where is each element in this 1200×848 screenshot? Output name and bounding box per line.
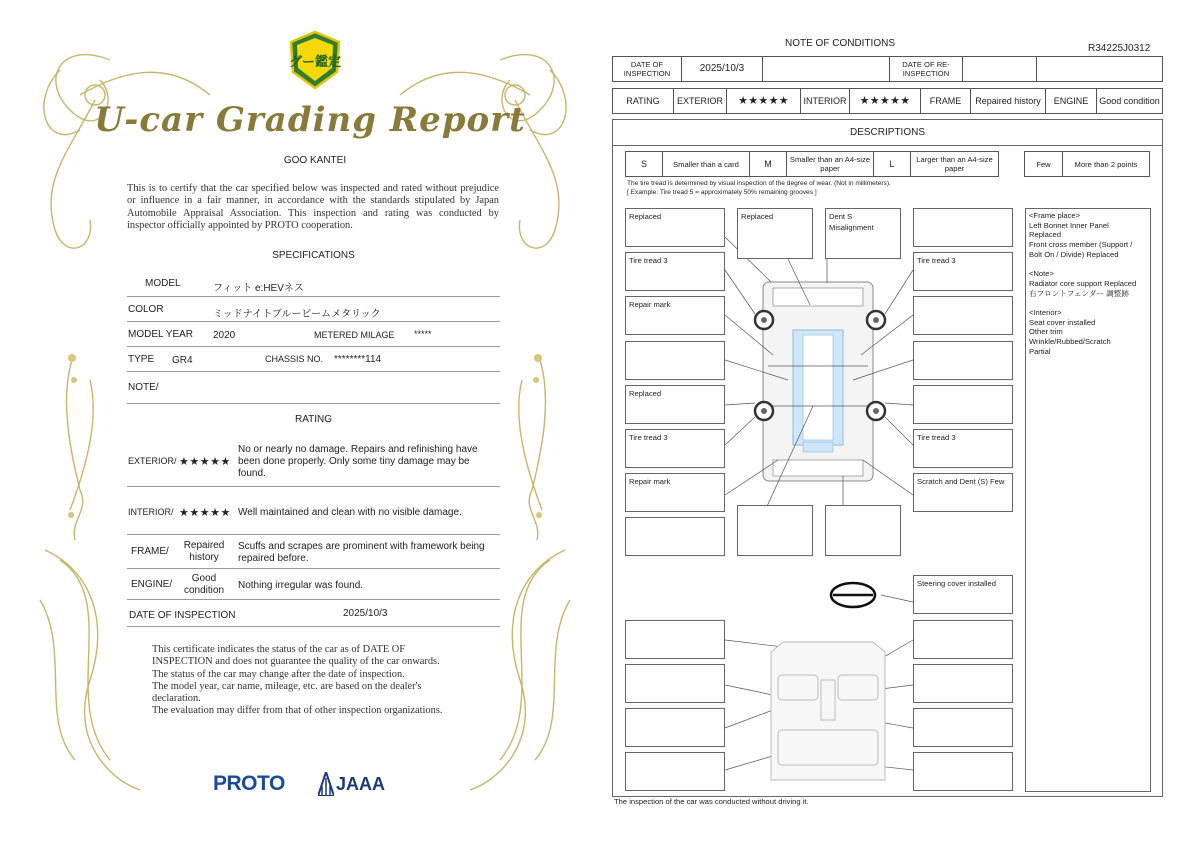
size-m: M	[750, 152, 787, 176]
color-value: ミッドナイトブルービームメタリック	[213, 309, 381, 320]
left-box-2: Repair mark	[625, 296, 725, 335]
exterior-label: EXTERIOR/	[128, 456, 177, 466]
type-row	[127, 347, 500, 372]
notes-panel	[1025, 208, 1151, 792]
descriptions-panel	[612, 119, 1163, 797]
bottom-box-2	[825, 505, 901, 556]
rating-heading: RATING	[294, 414, 333, 425]
car-top-view-icon	[755, 282, 885, 481]
size-s: S	[626, 152, 663, 176]
right-box-2	[913, 296, 1013, 335]
report-code: R34225J0312	[1088, 43, 1151, 54]
goo-kantei-badge-icon	[287, 30, 343, 92]
model-row	[127, 270, 500, 297]
few-label: Few	[1025, 152, 1063, 176]
notes-text: <Frame place> Left Bonnet Inner Panel Replaced Front cross member (Support / Bolt On / Divide) Replaced <Note> Radiator core support Replaced 右フロントフェンダー 調整跡 <Interior> Seat cover installed Other trim Wrinkle/Rubbed/Scratch Partial	[1029, 211, 1137, 356]
footer-note: The inspection of the car was conducted without driving it.	[614, 797, 809, 806]
disclaimer-line: The evaluation may differ from that of other inspection organizations.	[152, 705, 443, 717]
interior-stars: ★★★★★	[179, 507, 231, 519]
date-of-inspection-value: 2025/10/3	[682, 57, 763, 81]
few-desc: More than 2 points	[1074, 159, 1138, 169]
blank-cell	[1037, 57, 1162, 81]
tread-note-line: [ Example: Tire tread 5 = approximately 50% remaining grooves ]	[627, 189, 817, 197]
left-box-4: Replaced	[625, 385, 725, 424]
chassis-value: ********114	[334, 354, 382, 365]
bottom-box-1	[737, 505, 813, 556]
logo-bar	[213, 770, 403, 798]
size-s-desc: Smaller than a card	[663, 152, 750, 176]
report-subtitle: GOO KANTEI	[283, 155, 347, 166]
date-label: DATE OF INSPECTION	[129, 610, 236, 621]
inspection-date-table	[612, 56, 1163, 82]
disclaimer-line: INSPECTION and does not guarantee the quality of the car onwards.	[152, 656, 440, 668]
frame-label: FRAME/	[131, 546, 169, 557]
disclaimer-line: declaration.	[152, 693, 201, 705]
color-label: COLOR	[128, 304, 164, 315]
disclaimer-line: This certificate indicates the status of the car as of DATE OF	[152, 644, 406, 655]
left-box-1: Tire tread 3	[625, 252, 725, 291]
right-box-5: Tire tread 3	[913, 429, 1013, 468]
right-box-3	[913, 341, 1013, 380]
interior-left-box-3	[625, 708, 725, 747]
conditions-title: NOTE OF CONDITIONS	[785, 38, 895, 49]
engine-row	[127, 569, 500, 600]
metered-milage-value: *****	[414, 329, 432, 339]
chassis-label: CHASSIS NO.	[265, 354, 324, 364]
note-row	[127, 372, 500, 404]
right-box-4	[913, 385, 1013, 424]
top-box-2: Replaced	[737, 208, 813, 259]
frame-value: Repaired history	[971, 89, 1046, 113]
left-box-5: Tire tread 3	[625, 429, 725, 468]
interior-stars: ★★★★★	[850, 89, 921, 113]
engine-value: Good condition	[183, 573, 225, 596]
model-year-label: MODEL YEAR	[128, 329, 194, 340]
date-of-reinspection-label: DATE OF RE-INSPECTION	[890, 57, 963, 81]
left-box-7	[625, 517, 725, 556]
frame-label: FRAME	[921, 89, 971, 113]
date-of-inspection-label: DATE OF INSPECTION	[613, 57, 682, 81]
disclaimer	[152, 644, 472, 718]
size-l-desc: Larger than an A4-size paper	[916, 155, 993, 173]
car-interior-view-icon	[771, 642, 885, 780]
frame-value: Repaired history	[183, 540, 225, 563]
interior-desc: Well maintained and clean with no visible damage.	[238, 507, 462, 518]
color-row	[127, 297, 500, 322]
disclaimer-line: The model year, car name, mileage, etc. are based on the dealer's	[152, 680, 422, 692]
date-value: 2025/10/3	[343, 608, 388, 619]
report-title: U-car Grading Report	[94, 100, 526, 140]
blank-cell	[963, 57, 1037, 81]
top-box-4	[913, 208, 1013, 247]
exterior-desc: No or nearly no damage. Repairs and refinishing have been done properly. Only some tiny damage may be found.	[238, 444, 478, 479]
interior-row	[127, 487, 500, 535]
disclaimer-line: The status of the car may change after the date of inspection.	[152, 668, 405, 680]
frame-row	[127, 535, 500, 569]
right-box-1: Tire tread 3	[913, 252, 1013, 291]
steering-wheel-icon	[831, 583, 875, 607]
exterior-stars: ★★★★★	[179, 456, 231, 468]
interior-label: INTERIOR	[801, 89, 850, 113]
specifications-heading: SPECIFICATIONS	[272, 250, 355, 261]
exterior-row	[127, 436, 500, 487]
frame-desc: Scuffs and scrapes are prominent with framework being repaired before.	[238, 541, 485, 564]
type-label: TYPE	[128, 354, 155, 365]
engine-desc: Nothing irregular was found.	[238, 580, 364, 591]
left-box-6: Repair mark	[625, 473, 725, 512]
proto-logo: PROTO	[213, 772, 285, 795]
rating-label: RATING	[613, 89, 674, 113]
metered-milage-label: METERED MILAGE	[314, 330, 395, 340]
badge-text: グー鑑定	[288, 55, 342, 70]
size-l: L	[874, 152, 911, 176]
size-m-desc: Smaller than an A4-size paper	[787, 152, 874, 176]
certification-text: This is to certify that the car specified below was inspected and rated without prejudice or influence in a fair manner, in accordance with the standards stipulated by Japan Automobile Appraisal Association. This inspection and rating was conducted by inspector officially appointed by PROTO cooperation.	[127, 183, 499, 232]
engine-label: ENGINE/	[131, 579, 173, 590]
interior-label: INTERIOR/	[128, 507, 174, 517]
left-box-3	[625, 341, 725, 380]
interior-right-box-2	[913, 664, 1013, 703]
interior-left-box-4	[625, 752, 725, 791]
interior-right-box-1	[913, 620, 1013, 659]
top-box-1: Replaced	[625, 208, 725, 247]
jaaa-logo-icon	[318, 772, 334, 796]
rating-table	[612, 88, 1163, 114]
note-of-conditions	[600, 0, 1200, 848]
date-row	[127, 600, 500, 627]
note-label: NOTE/	[128, 382, 159, 393]
model-value: フィット e:HEVネス	[213, 283, 304, 294]
steering-box: Steering cover installed	[913, 575, 1013, 614]
model-label: MODEL	[145, 278, 181, 289]
top-box-3: Dent S Misalignment	[825, 208, 901, 259]
right-box-6: Scratch and Dent (S) Few	[913, 473, 1013, 512]
interior-left-box-1	[625, 620, 725, 659]
exterior-stars: ★★★★★	[727, 89, 801, 113]
exterior-label: EXTERIOR	[674, 89, 727, 113]
jaaa-logo: JAAA	[336, 774, 386, 794]
blank-cell	[763, 57, 890, 81]
tread-note-line: The tire tread is determined by visual inspection of the degree of wear. (Not in millimeters).	[627, 180, 891, 187]
type-value: GR4	[172, 355, 193, 366]
interior-right-box-3	[913, 708, 1013, 747]
engine-label: ENGINE	[1046, 89, 1097, 113]
model-year-value: 2020	[213, 330, 236, 341]
interior-left-box-2	[625, 664, 725, 703]
model-year-row	[127, 322, 500, 347]
interior-right-box-4	[913, 752, 1013, 791]
engine-value: Good condition	[1099, 96, 1160, 106]
descriptions-heading: DESCRIPTIONS	[613, 120, 1162, 146]
